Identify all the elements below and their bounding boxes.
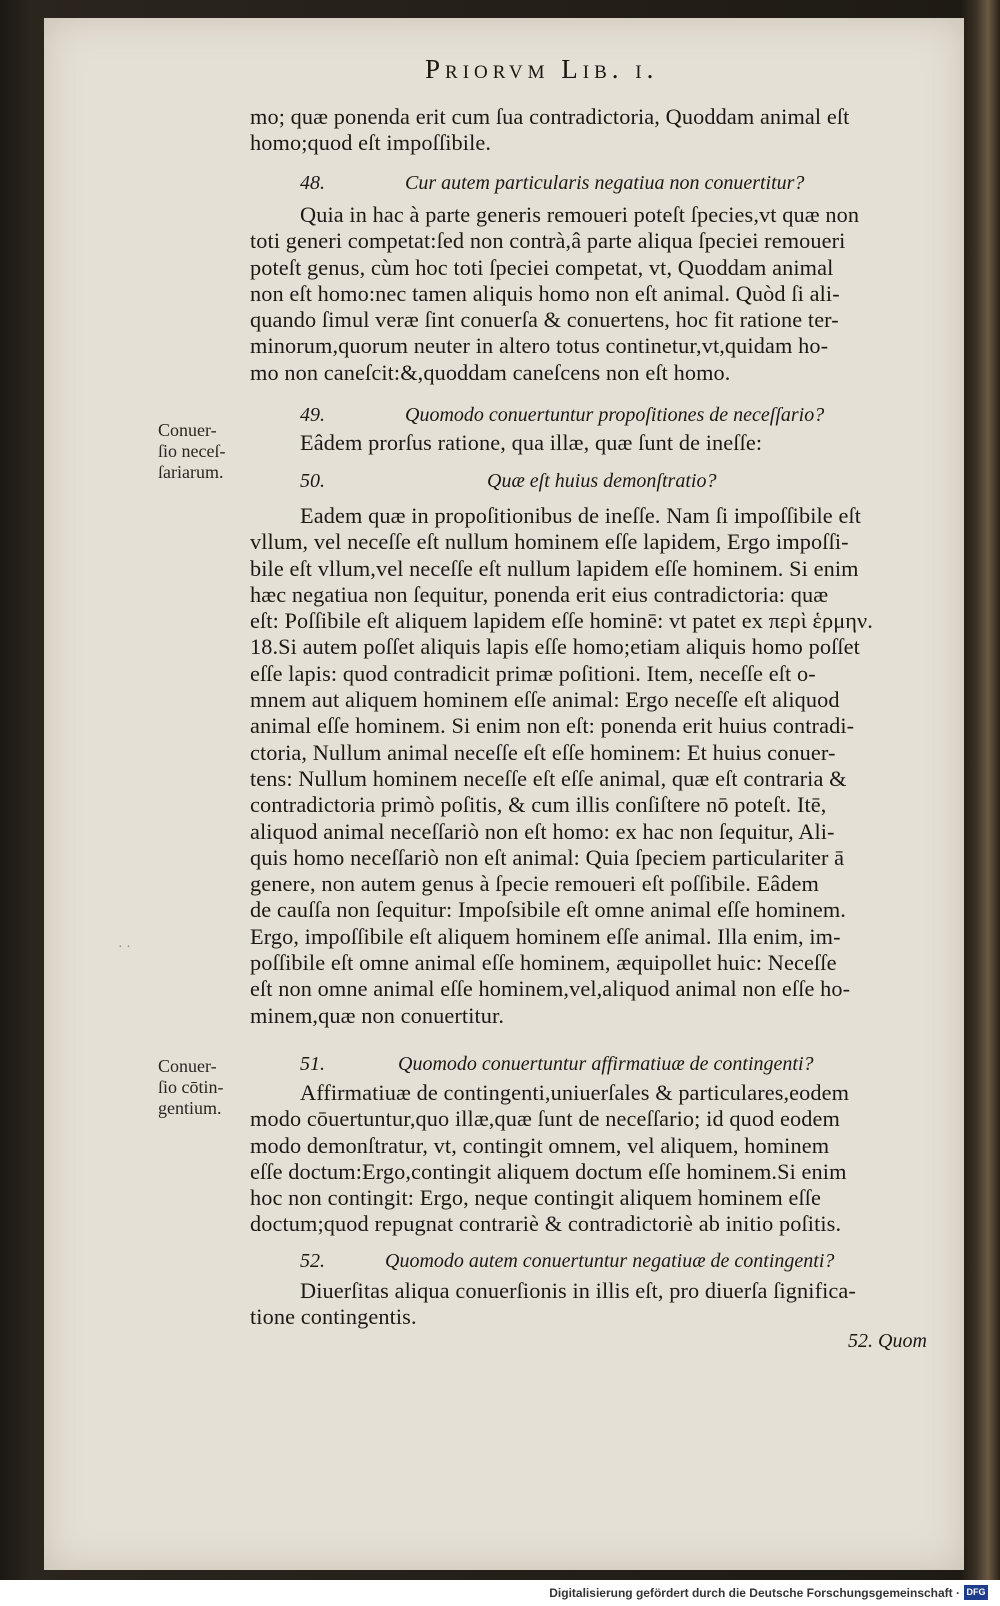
- book-spine: [960, 0, 1000, 1580]
- text-line: quis homo neceſſariò non eſt animal: Quia ſpeciem particulariter ā: [250, 844, 845, 870]
- text-line: animal eſſe hominem. Si enim non eſt: ponenda erit huius contradi-: [250, 713, 855, 739]
- text-block-4: [250, 503, 940, 1029]
- text-line: tens: Nullum hominem neceſſe eſt eſſe animal, quæ eſt contraria &: [250, 765, 847, 791]
- footer-credit[interactable]: Digitalisierung gefördert durch die Deutsche Forschungsgemeinschaft ·: [549, 1586, 960, 1600]
- text-line: Eadem quæ in propoſitionibus de ineſſe. Nam ſi impoſſibile eſt: [300, 503, 862, 528]
- text-line: mo; quæ ponenda erit cum ſua contradictoria, Quoddam animal eſt: [250, 104, 850, 129]
- text-line: hæc negatiua non ſequitur, ponenda erit eius contradictoria: quæ: [250, 581, 829, 607]
- margin-line: Conuer-: [158, 420, 217, 440]
- text-line: ctoria, Nullum animal neceſſe eſt eſſe hominem: Et huius conuer-: [250, 739, 836, 765]
- question-text: Cur autem particularis negatiua non conuertitur?: [405, 172, 805, 194]
- question-50: [250, 470, 940, 498]
- text-line: genere, non autem genus à ſpecie remoueri eſt poſſibile. Eâdem: [250, 871, 819, 897]
- question-number: 51.: [300, 1053, 325, 1075]
- text-line: bile eſt vllum,vel neceſſe eſt nullum lapidem eſſe hominem. Si enim: [250, 555, 859, 581]
- text-line: Affirmatiuæ de contingenti,uniuerſales & particulares,eodem: [300, 1080, 850, 1105]
- digitization-footer: [0, 1580, 1000, 1606]
- dfg-logo-icon[interactable]: DFG: [964, 1585, 988, 1600]
- text-block-3: [250, 430, 940, 456]
- question-49: [250, 404, 940, 432]
- margin-line: Conuer-: [158, 1056, 217, 1076]
- text-block-5: [250, 1080, 940, 1238]
- question-text: Quomodo conuertuntur affirmatiuæ de contingenti?: [398, 1053, 814, 1075]
- text-line: de cauſſa non ſequitur: Impoſsibile eſt omne animal eſſe hominem.: [250, 897, 846, 923]
- text-line: quando ſimul veræ ſint conuerſa & conuertens, hoc fit ratione ter-: [250, 307, 839, 333]
- text-block-1: [250, 104, 940, 157]
- text-line: eſt: Poſſibile eſt aliquem lapidem eſſe hominē: vt patet ex περὶ ἑρμην.: [250, 608, 873, 634]
- margin-note-conversion-necessary: [158, 420, 253, 483]
- question-number: 52.: [300, 1250, 325, 1272]
- margin-line: ſio neceſ-: [158, 441, 226, 461]
- text-line: poſſibile eſt omne animal eſſe hominem, æquipollet huic: Neceſſe: [250, 950, 837, 976]
- text-line: mnem aut aliquem hominem eſſe animal: Ergo neceſſe eſt aliquod: [250, 687, 840, 713]
- text-line: 18.Si autem poſſet aliquis lapis eſſe homo;etiam aliquis homo poſſet: [250, 634, 860, 660]
- text-line: modo cōuertuntur,quo illæ,quæ ſunt de neceſſario; id quod eodem: [250, 1106, 840, 1132]
- question-number: 49.: [300, 404, 325, 426]
- margin-line: ſariarum.: [158, 462, 224, 482]
- text-block-2: [250, 202, 940, 386]
- running-header: Priorvm Lib. i.: [425, 54, 659, 84]
- text-line: homo;quod eſt impoſſibile.: [250, 130, 492, 156]
- scan-speck: · ·: [118, 940, 131, 955]
- text-block-6: [250, 1278, 940, 1331]
- question-51: [250, 1053, 940, 1081]
- text-line: Quia in hac à parte generis remoueri poteſt ſpecies,vt quæ non: [300, 202, 860, 227]
- text-line: toti generi competat:ſed non contrà,â parte aliqua ſpeciei remoueri: [250, 228, 846, 254]
- text-line: mo non caneſcit:&,quoddam caneſcens non eſt homo.: [250, 359, 731, 385]
- text-line: vllum, vel neceſſe eſt nullum hominem eſſe lapidem, Ergo impoſſi-: [250, 529, 849, 555]
- text-line: eſt non omne animal eſſe hominem,vel,aliquod animal non eſſe ho-: [250, 976, 851, 1002]
- question-52: [250, 1250, 940, 1278]
- text-line: eſſe lapis: quod contradicit primæ poſitioni. Item, neceſſe eſt o-: [250, 660, 816, 686]
- question-text: Quomodo autem conuertuntur negatiuæ de contingenti?: [385, 1250, 835, 1272]
- question-text: Quæ eſt huius demonſtratio?: [487, 470, 717, 492]
- margin-line: ſio cōtin-: [158, 1077, 224, 1097]
- catchword: 52. Quom: [848, 1330, 927, 1352]
- text-line: contradictoria primò poſitis, & cum illis conſiſtere nō poteſt. Itē,: [250, 792, 827, 818]
- text-line: hoc non contingit: Ergo, neque contingit aliquem hominem eſſe: [250, 1185, 822, 1211]
- margin-note-conversion-contingent: [158, 1056, 253, 1119]
- text-line: eſſe doctum:Ergo,contingit aliquem doctum eſſe hominem.Si enim: [250, 1158, 847, 1184]
- question-text: Quomodo conuertuntur propoſitiones de neceſſario?: [405, 404, 825, 426]
- text-line: doctum;quod repugnat contrariè & contradictoriè ab initio poſitis.: [250, 1211, 842, 1237]
- text-line: tione contingentis.: [250, 1304, 417, 1330]
- margin-line: gentium.: [158, 1098, 222, 1118]
- text-line: Diuerſitas aliqua conuerſionis in illis eſt, pro diuerſa ſignifica-: [300, 1278, 856, 1303]
- question-48: [250, 172, 940, 200]
- text-line: minem,quæ non conuertitur.: [250, 1002, 505, 1028]
- text-line: Eâdem prorſus ratione, qua illæ, quæ ſunt de ineſſe:: [300, 430, 763, 455]
- text-line: minorum,quorum neuter in altero totus continetur,vt,quidam ho-: [250, 333, 829, 359]
- text-line: non eſt homo:nec tamen aliquis homo non eſt animal. Quòd ſi ali-: [250, 280, 840, 306]
- question-number: 48.: [300, 172, 325, 194]
- question-number: 50.: [300, 470, 325, 492]
- text-line: aliquod animal neceſſariò non eſt homo: ex hac non ſequitur, Ali-: [250, 818, 835, 844]
- text-line: poteſt genus, cùm hoc toti ſpeciei competat, vt, Quoddam animal: [250, 254, 834, 280]
- text-line: modo demonſtratur, vt, contingit omnem, vel aliquem, hominem: [250, 1132, 830, 1158]
- text-line: Ergo, impoſſibile eſt aliquem hominem eſſe animal. Illa enim, im-: [250, 923, 841, 949]
